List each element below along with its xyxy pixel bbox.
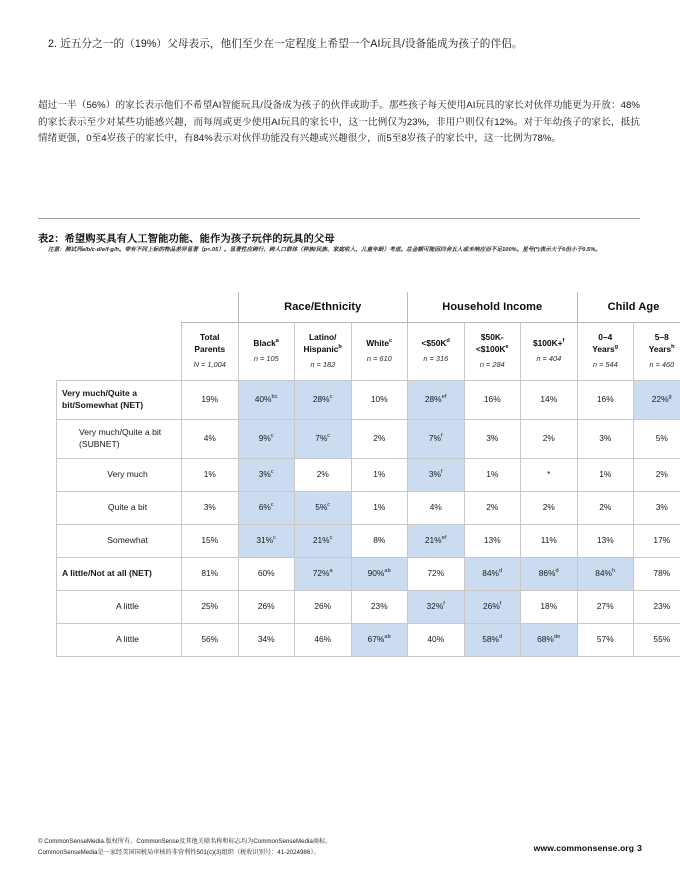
table-cell: 1% [464,458,521,491]
table-cell: 26%$^f$ [464,590,521,623]
row-label: Very much/Quite a bit (SUBNET) [57,419,182,458]
table-cell: 72% [408,557,465,590]
table-cell: 3% [182,491,239,524]
table-cell: 84%$^d$ [464,557,521,590]
column-header-n: N = 1,004 [193,359,226,369]
column-header-row-label-blank [57,322,182,380]
column-header-n: n = 460 [649,359,675,369]
column-header-n: n = 105 [253,354,279,364]
footer-legal [38,836,468,859]
table-cell: 21%$^c$ [295,524,352,557]
table-cell: 72%$^a$ [295,557,352,590]
table-cell: 56% [182,623,239,656]
table-cell: 5% [634,419,680,458]
table-cell: 16% [577,380,634,419]
row-label: Somewhat [57,524,182,557]
table-cell: 68%$^{de}$ [521,623,578,656]
table-cell: 32%$^f$ [408,590,465,623]
table-cell: 1% [351,458,408,491]
table-cell: 28%$^c$ [295,380,352,419]
table-cell: * [521,458,578,491]
group-header-race-ethnicity: Race/Ethnicity [238,292,408,322]
table-cell: 1% [182,458,239,491]
table-row [57,590,680,623]
column-header-n: n = 610 [366,354,392,364]
table-cell: 2% [351,419,408,458]
table-cell: 8% [351,524,408,557]
table-cell: 84%$^h$ [577,557,634,590]
table-cell: 4% [182,419,239,458]
table-cell: 9%$^c$ [238,419,295,458]
table-cell: 7%$^f$ [408,419,465,458]
table-cell: 6%$^c$ [238,491,295,524]
table-container [56,292,675,657]
table-row [57,623,680,656]
column-header-n: n = 316 [423,354,449,364]
row-label: Very much/Quite a bit/Somewhat (NET) [57,380,182,419]
table-row [57,380,680,419]
column-header-white: White$^c$ n = 610 [351,322,408,380]
table-cell: 2% [521,491,578,524]
table-row [57,458,680,491]
column-header-black: Black$^a$ n = 105 [238,322,295,380]
table-cell: 55% [634,623,680,656]
table-cell: 13% [577,524,634,557]
table-cell: 14% [521,380,578,419]
table-row [57,524,680,557]
table-cell: 2% [295,458,352,491]
table-cell: 78% [634,557,680,590]
table-row [57,491,680,524]
column-header-row [57,322,680,380]
table-cell: 19% [182,380,239,419]
table-cell: 34% [238,623,295,656]
table-body [57,380,680,656]
table-cell: 3% [634,491,680,524]
table-cell: 3% [577,419,634,458]
column-header-total-parents: Total Parents N = 1,004 [182,322,239,380]
column-header-5-8-years: 5–8 Years$^h$ n = 460 [634,322,680,380]
table-cell: 3%$^f$ [408,458,465,491]
table-cell: 1% [351,491,408,524]
group-header-blank [57,292,239,322]
row-label: Quite a bit [57,491,182,524]
column-header-50k: $<\$50K^d$ n = 316 [408,322,465,380]
column-header-n: n = 182 [310,359,336,369]
survey-table [56,292,680,657]
table-cell: 13% [464,524,521,557]
table-cell: 90%$^{ab}$ [351,557,408,590]
body-paragraph: 超过一半（56%）的家长表示他们不希望AI智能玩具/设备成为孩子的伙伴或助手。那些孩子每天使用AI玩具的家长对伙伴功能更为开放：48%的家长表示至少对某些功能感兴趣，而每周或更少使用AI玩具的家长中，这一比例仅为23%，非用户则仅有12%。对于年幼孩子的家长，抵抗情绪更强，0至4岁孩子的家长中，有84%表示对伙伴功能没有兴趣或兴趣很少，而5至8岁孩子的家长中，这一比例为78%。 [38,100,640,144]
table-cell: 17% [634,524,680,557]
table-cell: 46% [295,623,352,656]
table-cell: 2% [577,491,634,524]
section-divider [38,218,640,219]
table-cell: 31%$^c$ [238,524,295,557]
table-cell: 23% [634,590,680,623]
column-header-n: n = 284 [479,359,505,369]
table-cell: 4% [408,491,465,524]
table-cell: 1% [577,458,634,491]
table-cell: 11% [521,524,578,557]
table-cell: 26% [238,590,295,623]
table-row [57,419,680,458]
row-label: A little [57,590,182,623]
table-cell: 60% [238,557,295,590]
table-cell: 27% [577,590,634,623]
column-header-n: n = 544 [592,359,618,369]
table-cell: 7%$^c$ [295,419,352,458]
column-header-latino-hispanic: Latino/ Hispanic$^b$ n = 182 [295,322,352,380]
column-header-0-4-years: 0–4 Years$^g$ n = 544 [577,322,634,380]
footer-line-2: CommonSenseMedia是一家经美国国税局审核的非营利性501(c)(3)组织（税收识别号：41-2024986）。 [38,849,320,857]
table-cell: 2% [464,491,521,524]
table-note: 注意：测试列a/b/c-d/e/f-g/h。带有不同上标的物品差异显著（p<.05）。显著性应跨行、跨人口群体（种族/民族、家庭收入、儿童年龄）考虑。总金额可能因四舍五入或未响应而不足100%。星号(*)表示大于0但小于0.5%。 [48,247,601,253]
intro-paragraph: 2. 近五分之一的（19%）父母表示，他们至少在一定程度上希望一个AI玩具/设备能成为孩子的伴侣。 [48,38,523,50]
table-cell: 40%$^{bc}$ [238,380,295,419]
row-label: Very much [57,458,182,491]
table-cell: 25% [182,590,239,623]
table-cell: 40% [408,623,465,656]
table-cell: 2% [521,419,578,458]
table-caption: 表2：希望购买具有人工智能功能、能作为孩子玩伴的玩具的父母 [38,234,335,245]
table-cell: 57% [577,623,634,656]
table-row [57,557,680,590]
group-header-child-age: Child Age [577,292,680,322]
group-header-row [57,292,680,322]
column-header-50k-100k: $50K- $<\$100K^e$ n = 284 [464,322,521,380]
table-head [57,292,680,380]
group-header-household-income: Household Income [408,292,578,322]
footer-website-block [534,843,642,853]
table-cell: 22%$^g$ [634,380,680,419]
footer-website[interactable]: www.commonsense.org [533,843,635,853]
table-cell: 23% [351,590,408,623]
table-cell: 15% [182,524,239,557]
table-cell: 67%$^{ab}$ [351,623,408,656]
table-cell: 2% [634,458,680,491]
table-cell: 5%$^c$ [295,491,352,524]
table-cell: 16% [464,380,521,419]
table-cell: 3%$^c$ [238,458,295,491]
footer-line-1: © CommonSenseMedia.版权所有。CommonSense及其他关联名称和标志均为CommonSenseMedia商标。 [38,838,332,845]
row-label: A little [57,623,182,656]
table-cell: 3% [464,419,521,458]
table-cell: 28%$^{ef}$ [408,380,465,419]
table-cell: 86%$^d$ [521,557,578,590]
column-header-100k: $100K+$^f$ n = 404 [521,322,578,380]
table-cell: 58%$^d$ [464,623,521,656]
row-label: A little/Not at all (NET) [57,557,182,590]
column-header-n: n = 404 [536,354,562,364]
table-cell: 21%$^{ef}$ [408,524,465,557]
table-cell: 26% [295,590,352,623]
table-cell: 81% [182,557,239,590]
table-cell: 10% [351,380,408,419]
page-number: 3 [637,843,642,853]
table-cell: 18% [521,590,578,623]
